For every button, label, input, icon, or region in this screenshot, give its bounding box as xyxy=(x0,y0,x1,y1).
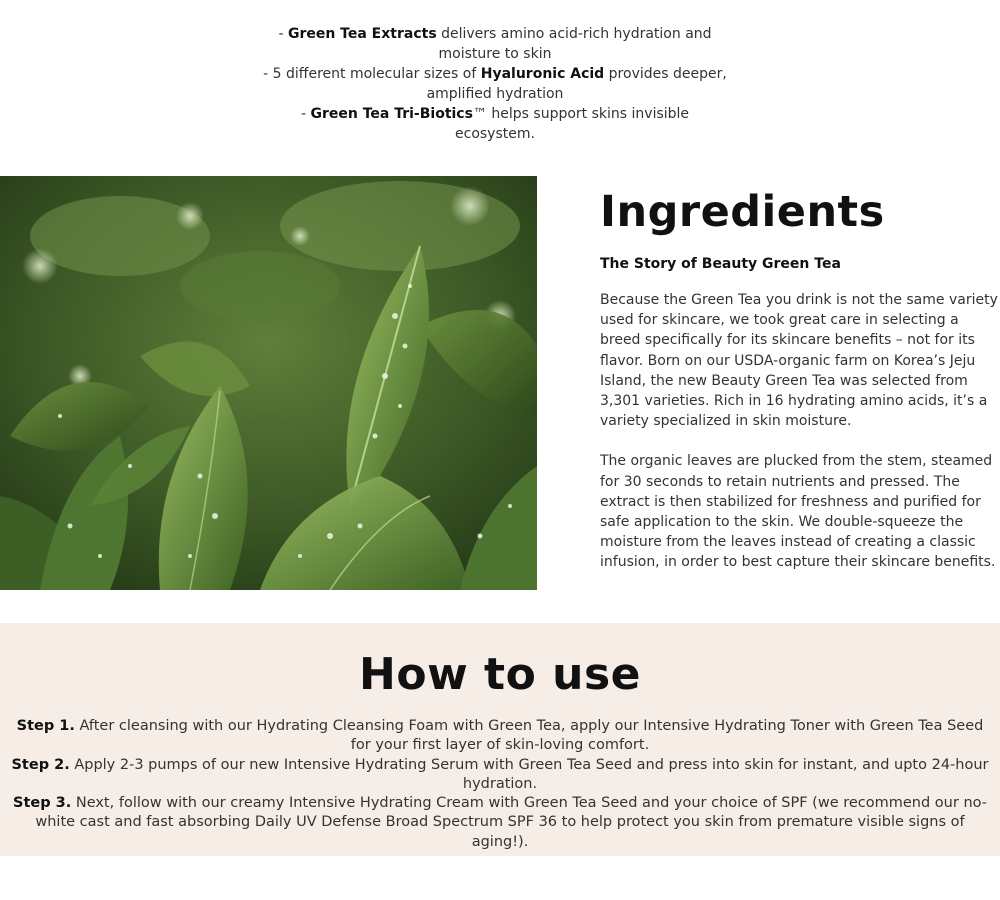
ingredients-paragraph-1: Because the Green Tea you drink is not the same variety used for skincare, we took great care in selecting a breed specifically for its skincare benefits – not for its flavor. Born on our USDA-organic farm on Korea’s Jeju Island, the new Beauty Green Tea was selected from 3,301 varieties. Rich in 16 hydrating amino acids, it’s a variety specialized in skin moisture. xyxy=(600,292,998,430)
step-2: Step 2. Apply 2-3 pumps of our new Intensive Hydrating Serum with Green Tea Seed and press into skin for instant, and upto 24-hour hydration. xyxy=(11,756,989,792)
benefit-item-1: - Green Tea Extracts delivers amino acid-rich hydration and moisture to skin xyxy=(278,26,712,62)
ingredients-title: Ingredients xyxy=(600,187,885,237)
green-tea-leaves-image xyxy=(0,176,537,590)
how-to-use-steps xyxy=(10,717,990,852)
step-3-label: Step 3. xyxy=(13,795,72,812)
step-3: Step 3. Next, follow with our creamy Intensive Hydrating Cream with Green Tea Seed and your choice of SPF (we recommend our no-white cast and fast absorbing Daily UV Defense Broad Spectrum SPF 36 to help protect you skin from premature visible signs of aging!). xyxy=(13,795,987,850)
how-to-use-section xyxy=(0,623,1000,856)
benefit-item-2: - 5 different molecular sizes of Hyaluronic Acid provides deeper, amplified hydration xyxy=(263,66,727,102)
how-to-use-title: How to use xyxy=(359,649,641,700)
step-2-label: Step 2. xyxy=(11,756,70,773)
benefit-item-3: - Green Tea Tri-Biotics™ helps support skins invisible ecosystem. xyxy=(300,106,690,142)
ingredients-section xyxy=(600,186,998,573)
step-1: Step 1. After cleansing with our Hydrating Cleansing Foam with Green Tea, apply our Intensive Hydrating Toner with Green Tea Seed for your first layer of skin-loving comfort. xyxy=(16,718,984,754)
benefit-3-bold: Green Tea Tri-Biotics xyxy=(310,106,473,122)
benefits-list xyxy=(260,24,730,144)
benefit-2-bold: Hyaluronic Acid xyxy=(480,66,605,82)
ingredients-subtitle: The Story of Beauty Green Tea xyxy=(600,256,841,272)
step-1-label: Step 1. xyxy=(16,718,75,734)
ingredients-paragraph-2: The organic leaves are plucked from the stem, steamed for 30 seconds to retain nutrients and pressed. The extract is then stabilized for freshness and purified for safe application to the skin. We double-squeeze the moisture from the leaves instead of creating a classic infusion, in order to best capture their skincare benefits. xyxy=(600,453,996,571)
benefit-1-bold: Green Tea Extracts xyxy=(287,26,437,42)
